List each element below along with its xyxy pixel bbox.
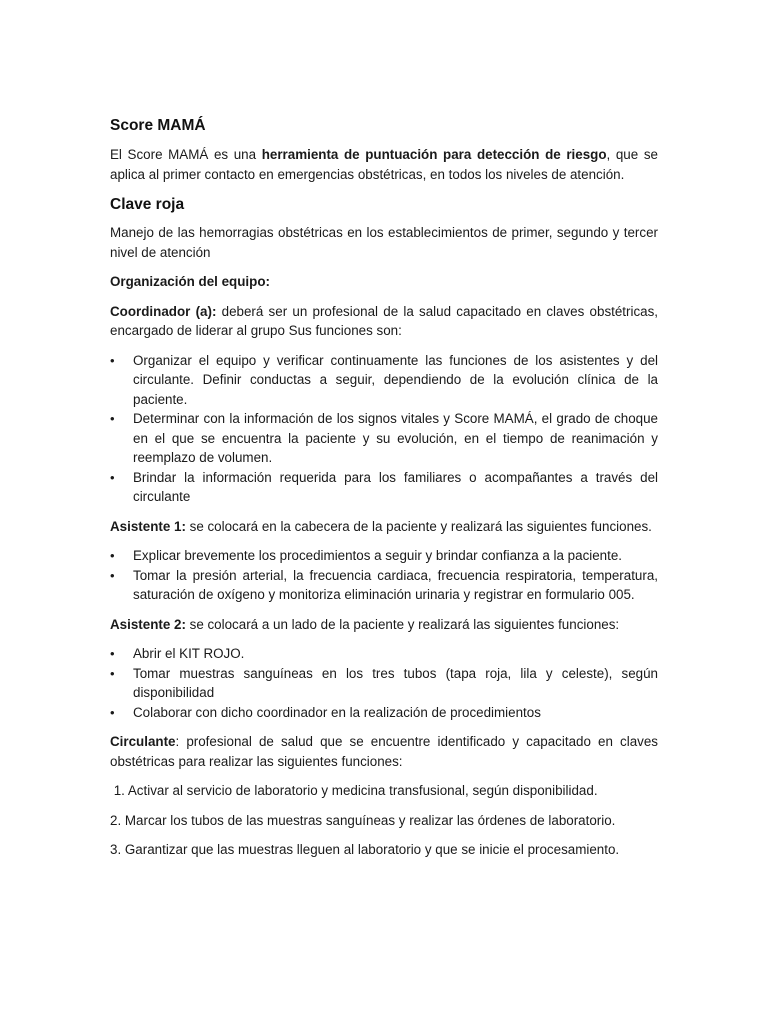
- step-item: 3. Garantizar que las muestras lleguen al laboratorio y que se inicie el procesamiento.: [110, 842, 620, 857]
- coordinador-paragraph: [110, 302, 658, 341]
- coordinador-label: Coordinador (a):: [110, 303, 222, 319]
- step-item: 1. Activar al servicio de laboratorio y medicina transfusional, según disponibilidad.: [110, 783, 598, 798]
- circulante-paragraph: [110, 732, 658, 771]
- circulante-label: Circulante: [110, 734, 176, 749]
- list-item: • Determinar con la información de los signos vitales y Score MAMÁ, el grado de choque en el que se encuentra la paciente y su evolución, en el tiempo de reanimación y reemplazo de volumen.: [110, 409, 658, 468]
- asistente1-label: Asistente 1:: [110, 518, 186, 534]
- asistente2-label: Asistente 2:: [110, 616, 186, 632]
- clave-paragraph: Manejo de las hemorragias obstétricas en los establecimientos de primer, segundo y tercer nivel de atención: [110, 225, 658, 260]
- intro-pre: El Score MAMÁ es una: [110, 147, 262, 162]
- list-item: • Organizar el equipo y verificar continuamente las funciones de los asistentes y del circulante. Definir conductas a seguir, dependiendo de la evolución clínica de la paciente.: [110, 351, 658, 410]
- circulante-steps: [110, 781, 658, 860]
- intro-bold: herramienta de puntuación para detección de riesgo: [261, 147, 607, 162]
- coordinador-list: [110, 351, 658, 507]
- list-item: • Brindar la información requerida para los familiares o acompañantes a través del circulante: [110, 468, 658, 507]
- circulante-text: : profesional de salud que se encuentre identificado y capacitado en claves obstétricas para realizar las siguientes funciones:: [110, 734, 658, 769]
- org-title: Organización del equipo:: [110, 274, 270, 289]
- coordinador-text: deberá ser un profesional de la salud capacitado en claves obstétricas, encargado de liderar al grupo Sus funciones son:: [110, 303, 659, 338]
- list-item: • Tomar la presión arterial, la frecuencia cardiaca, frecuencia respiratoria, temperatura, saturación de oxígeno y monitoriza eliminación urinaria y registrar en formulario 005.: [110, 566, 658, 605]
- asistente1-list: [110, 546, 658, 605]
- list-item: • Tomar muestras sanguíneas en los tres tubos (tapa roja, lila y celeste), según disponibilidad: [110, 664, 658, 703]
- asistente2-paragraph: [110, 615, 658, 635]
- asistente2-list: [110, 644, 658, 722]
- step-item: 2. Marcar los tubos de las muestras sanguíneas y realizar las órdenes de laboratorio.: [110, 812, 616, 828]
- intro-paragraph: [110, 145, 658, 184]
- asistente1-text: se colocará en la cabecera de la paciente y realizará las siguientes funciones.: [185, 518, 652, 534]
- asistente2-text: se colocará a un lado de la paciente y realizará las siguientes funciones:: [185, 616, 620, 632]
- title-clave-roja: Clave roja: [110, 196, 185, 213]
- list-item: • Abrir el KIT ROJO.: [110, 644, 658, 664]
- intro-post: , que se aplica al primer contacto en emergencias obstétricas, en todos los niveles de atención.: [110, 147, 658, 182]
- list-item: • Explicar brevemente los procedimientos a seguir y brindar confianza a la paciente.: [110, 546, 658, 566]
- list-item: • Colaborar con dicho coordinador en la realización de procedimientos: [110, 703, 658, 723]
- title-score-mama: Score MAMÁ: [110, 117, 206, 134]
- asistente1-paragraph: [110, 517, 658, 537]
